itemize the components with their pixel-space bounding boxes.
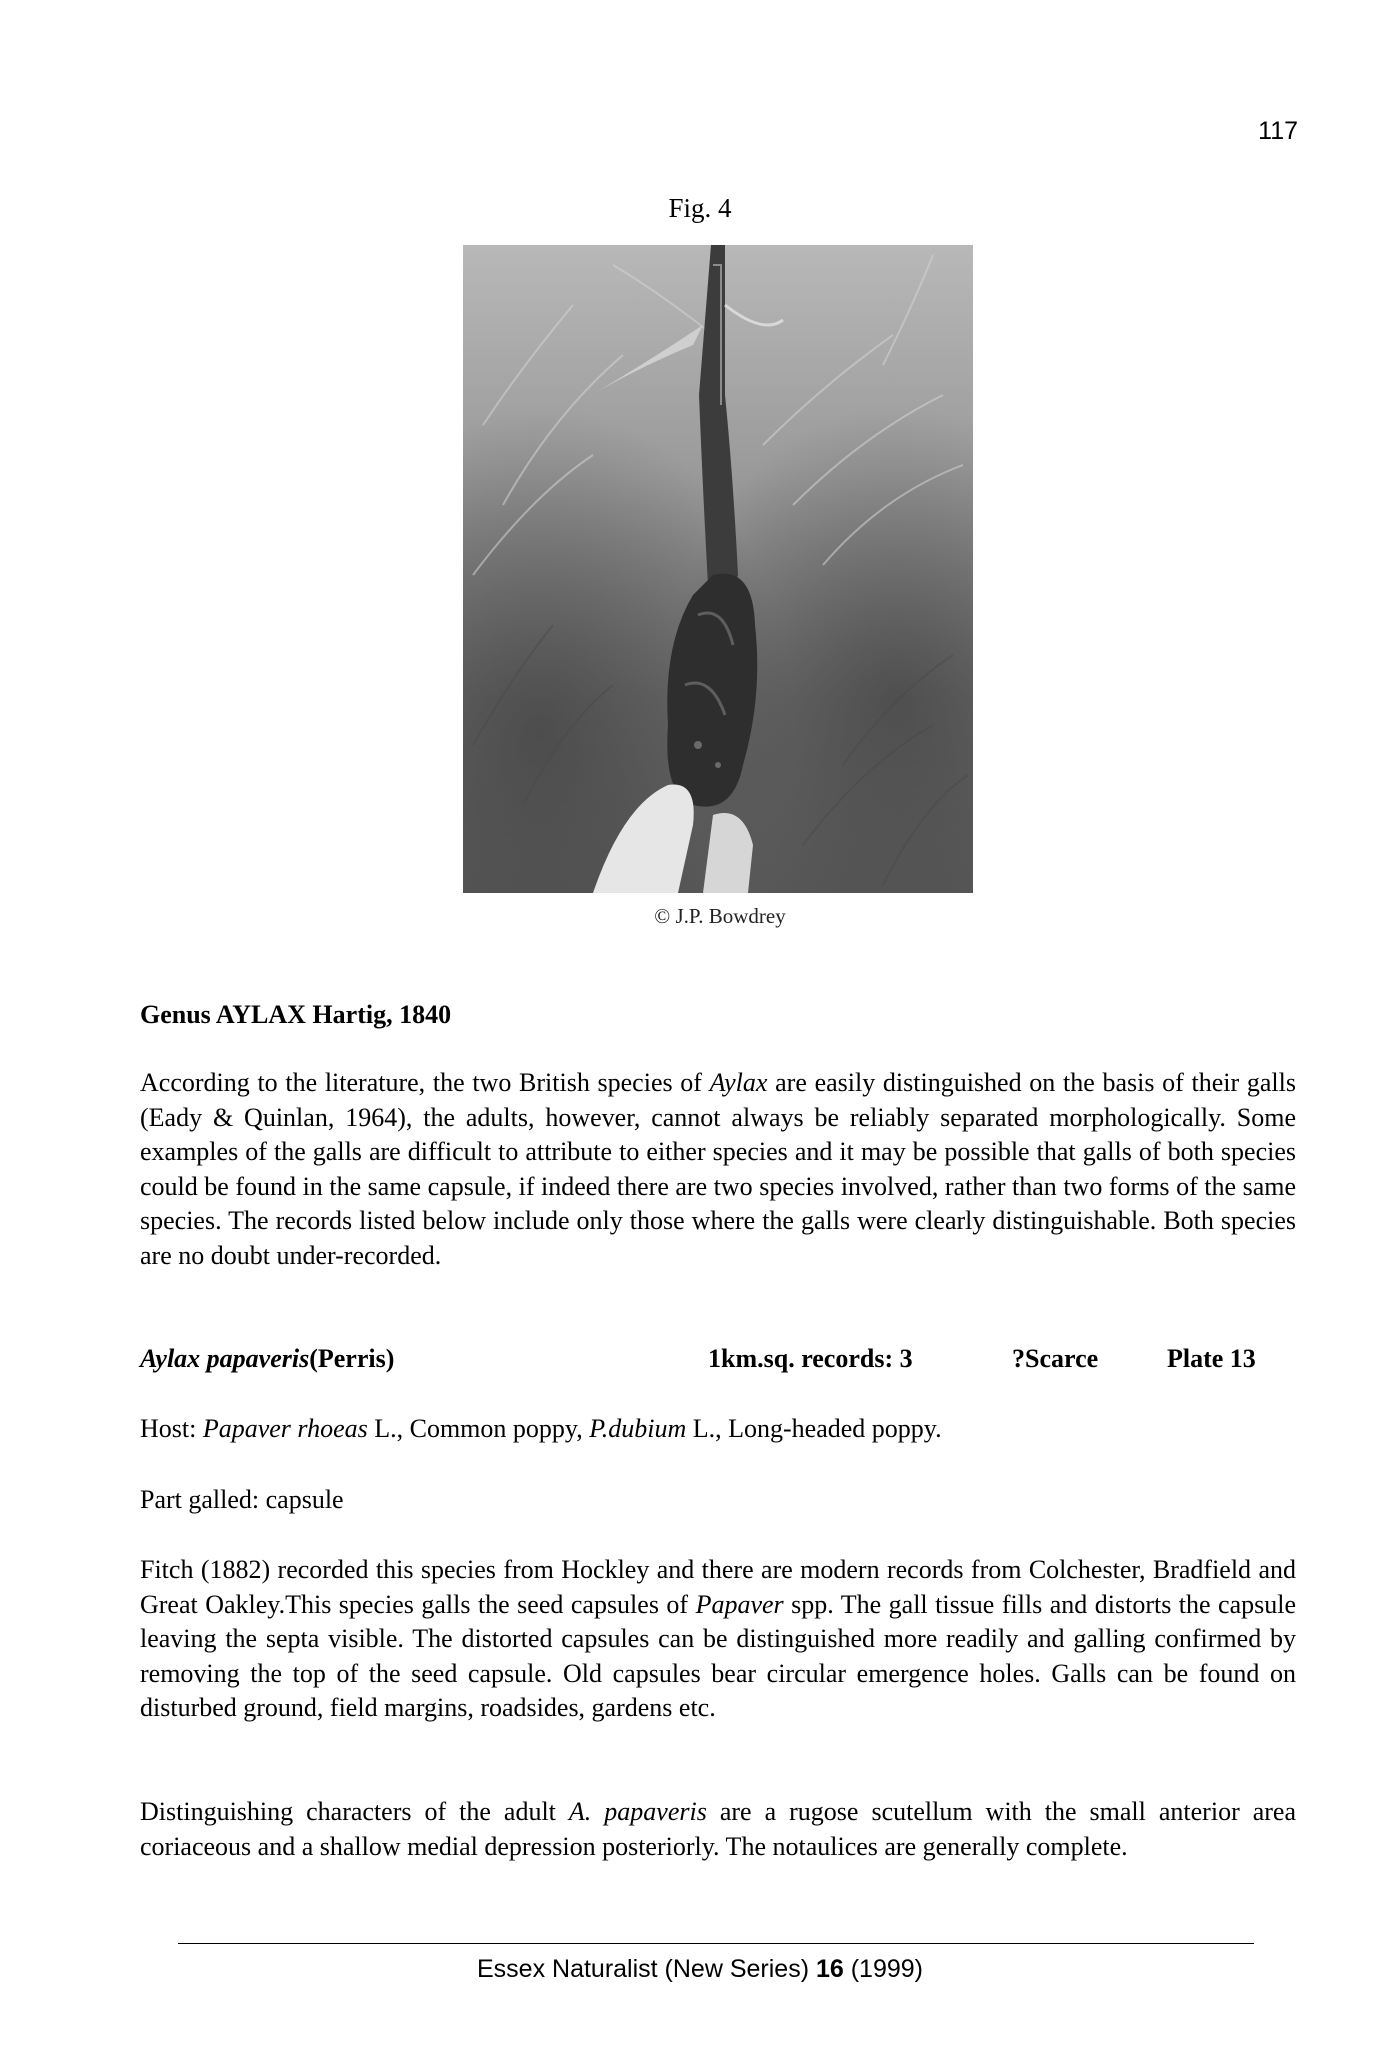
species-plate: Plate 13 bbox=[1167, 1344, 1256, 1373]
intro-paragraph: According to the literature, the two British species of Aylax are easily distinguished on the basis of their galls (Eady & Quinlan, 1964), the adults, however, cannot always be reliably separated morphologically. Some examples of the galls are difficult to attribute to either species and it may be possible that galls of both species could be found in the same capsule, if indeed there are two species involved, rather than two forms of the same species. The records listed below include only those where the galls were clearly distinguishable. Both species are no doubt under-recorded. bbox=[140, 1068, 1296, 1270]
notes-paragraph: Fitch (1882) recorded this species from Hockley and there are modern records from Colchester, Bradfield and Great Oakley.This species galls the seed capsules of Papaver spp. The gall tissue fills and distorts the capsule leaving the septa visible. The distorted capsules can be distinguished more readily and galling confirmed by removing the top of the seed capsule. Old capsules bear circular emergence holes. Galls can be found on disturbed ground, field margins, roadsides, gardens etc. bbox=[140, 1555, 1297, 1722]
species-status: ?Scarce bbox=[1012, 1344, 1099, 1373]
footer-rule bbox=[178, 1943, 1254, 1944]
host-line: Host: Papaver rhoeas L., Common poppy, P.dubium L., Long-headed poppy. bbox=[140, 1414, 942, 1443]
species-header bbox=[140, 1344, 1296, 1378]
footer: Essex Naturalist (New Series) 16 (1999) bbox=[476, 1955, 923, 1983]
species-name: Aylax papaveris (Perris) bbox=[140, 1344, 395, 1373]
characters-paragraph: Distinguishing characters of the adult A. papaveris are a rugose scutellum with the small anterior area coriaceous and a shallow medial depression posteriorly. The notaulices are generally complete. bbox=[140, 1797, 1297, 1861]
gall-photograph bbox=[463, 245, 973, 893]
figure-label: Fig. 4 bbox=[668, 193, 732, 223]
part-galled-line: Part galled: capsule bbox=[140, 1485, 344, 1514]
species-records: 1km.sq. records: 3 bbox=[708, 1344, 913, 1373]
section-heading: Genus AYLAX Hartig, 1840 bbox=[140, 1000, 452, 1029]
page-number: 117 bbox=[1258, 117, 1298, 145]
photo-credit: © J.P. Bowdrey bbox=[654, 904, 786, 928]
